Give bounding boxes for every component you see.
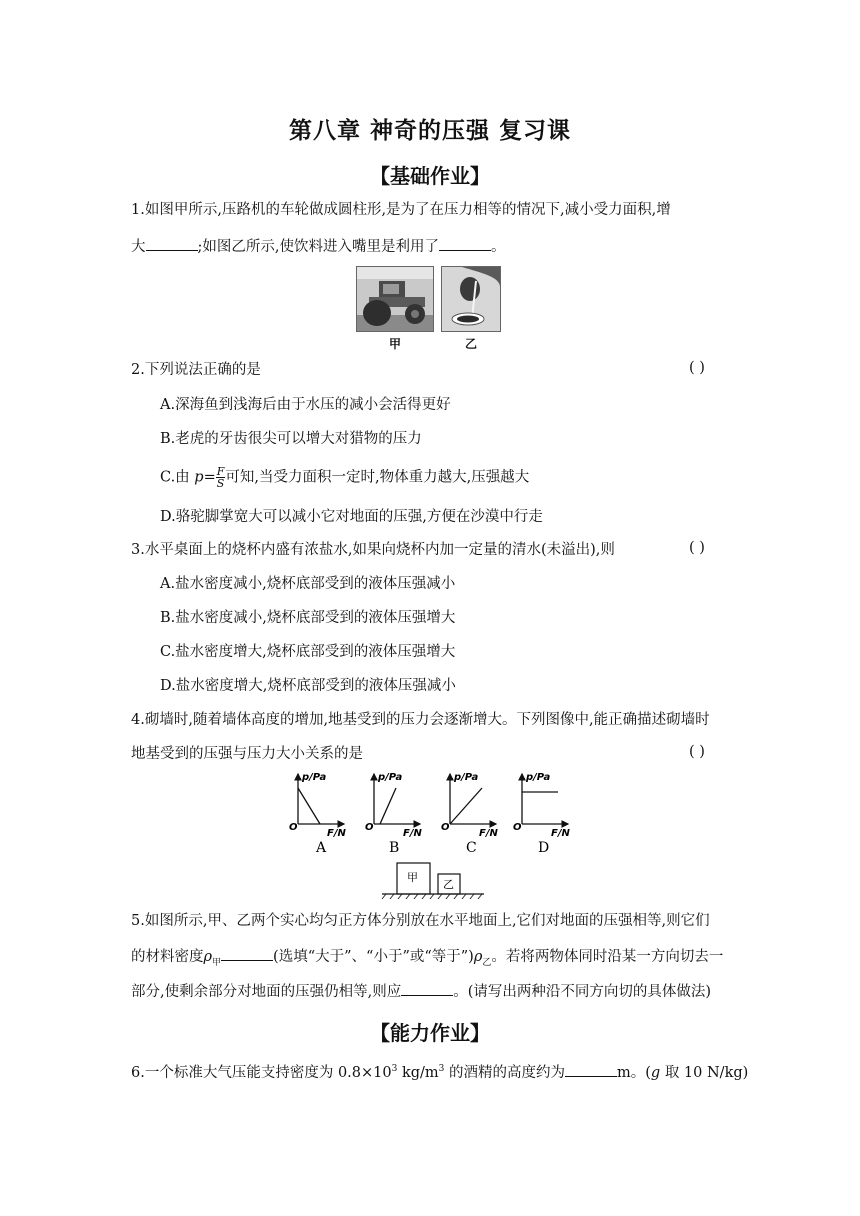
rho-yi-subscript: 乙 (482, 957, 492, 968)
q6-answer-blank[interactable] (565, 1062, 617, 1077)
graph-b[interactable] (365, 772, 422, 856)
q5-line2 (131, 946, 723, 973)
graph-a-x-label: F/N (327, 828, 346, 839)
q5-answer-blank-1[interactable] (221, 946, 273, 961)
q2-c-eq: = (203, 469, 216, 486)
q1-text-b: ;如图乙所示,使饮料进入嘴里是利用了 (197, 239, 439, 255)
graph-d-y-label: p/Pa (526, 772, 551, 783)
road-roller-photo (356, 266, 434, 332)
q3-answer-paren[interactable]: ( ) (689, 540, 705, 556)
q2-stem: 2.下列说法正确的是 (131, 362, 261, 378)
q1-text-a: 大 (131, 239, 146, 255)
rho-jia: ρ (203, 949, 213, 965)
q6-g: g (650, 1064, 661, 1081)
section-basic-heading: 【基础作业】 (370, 164, 490, 188)
q6-text-b: kg/m (397, 1064, 439, 1081)
q6-sup-2: 3 (438, 1064, 445, 1074)
q1-line2 (131, 236, 506, 257)
q6-sup-1: 3 (391, 1064, 398, 1074)
graph-c-x-label: F/N (479, 828, 498, 839)
q2-c-text: 可知,当受力面积一定时,物体重力越大,压强越大 (225, 469, 530, 486)
graph-d[interactable] (513, 772, 570, 856)
q2-answer-paren[interactable]: ( ) (689, 360, 705, 376)
graph-a-origin: O (289, 822, 298, 833)
graph-c-letter: C (466, 840, 477, 856)
q6-text-e: 取 10 N/kg) (660, 1064, 749, 1081)
q2-c-p: p (194, 469, 204, 486)
graph-b-origin: O (365, 822, 374, 833)
rho-jia-subscript: 甲 (212, 957, 222, 968)
q3-option-d: D.盐水密度增大,烧杯底部受到的液体压强减小 (160, 678, 456, 694)
q3-option-a: A.盐水密度减小,烧杯底部受到的液体压强减小 (160, 576, 456, 592)
caption-yi: 乙 (465, 337, 478, 351)
q1-text-c: 。 (491, 239, 506, 255)
graph-d-x-label: F/N (551, 828, 570, 839)
graph-c-origin: O (441, 822, 450, 833)
caption-jia: 甲 (389, 337, 402, 351)
q5-text-d: 部分,使剩余部分对地面的压强仍相等,则应 (131, 984, 402, 1000)
graph-d-origin: O (513, 822, 522, 833)
q6-text-a: 6.一个标准大气压能支持密度为 0.8×10 (131, 1064, 392, 1081)
graph-b-x-label: F/N (403, 828, 422, 839)
q5-text-a: 的材料密度 (131, 949, 204, 965)
q5-text-e: 。(请写出两种沿不同方向切的具体做法) (453, 984, 712, 1000)
graph-b-letter: B (389, 840, 400, 856)
section-ability-heading: 【能力作业】 (370, 1021, 490, 1045)
q4-graphs (282, 768, 582, 858)
drinking-straw-photo (441, 266, 501, 332)
q4-line2: 地基受到的压强与压力大小关系的是 (131, 746, 363, 762)
q2-option-d: D.骆驼脚掌宽大可以减小它对地面的压强,方便在沙漠中行走 (160, 509, 543, 525)
graph-a-letter: A (316, 840, 327, 856)
q1-answer-blank-1[interactable] (146, 236, 198, 251)
q6-text-d: m。( (617, 1064, 651, 1081)
q4-line1: 4.砌墙时,随着墙体高度的增加,地基受到的压力会逐渐增大。下列图像中,能正确描述砌墙时 (131, 712, 710, 728)
q1-answer-blank-2[interactable] (439, 236, 491, 251)
q3-option-b: B.盐水密度减小,烧杯底部受到的液体压强增大 (160, 610, 456, 626)
q5-text-c: 。若将两物体同时沿某一方向切去一 (491, 949, 724, 965)
q5-line3 (131, 981, 711, 1002)
q4-answer-paren[interactable]: ( ) (689, 744, 705, 760)
graph-b-y-label: p/Pa (378, 772, 403, 783)
q6-text-c: 的酒精的高度约为 (444, 1064, 565, 1081)
q5-text-b: (选填“大于”、“小于”或“等于”) (273, 949, 474, 965)
cube-yi-label: 乙 (443, 878, 454, 891)
graph-d-letter: D (538, 840, 550, 856)
q2-c-prefix: C.由 (160, 469, 195, 486)
q1-line1: 1.如图甲所示,压路机的车轮做成圆柱形,是为了在压力相等的情况下,减小受力面积,增 (131, 202, 671, 218)
graph-c-y-label: p/Pa (454, 772, 479, 783)
graph-c[interactable] (441, 772, 498, 856)
q2-option-c (160, 466, 529, 489)
fraction-f-over-s (216, 466, 226, 489)
q6-line (131, 1059, 748, 1083)
q5-answer-blank-2[interactable] (401, 981, 453, 996)
cube-jia-label: 甲 (407, 871, 418, 884)
rho-yi: ρ (473, 949, 483, 965)
q2-option-a: A.深海鱼到浅海后由于水压的减小会活得更好 (160, 397, 451, 413)
page-title: 第八章 神奇的压强 复习课 (288, 118, 571, 144)
graph-a-y-label: p/Pa (302, 772, 327, 783)
fraction-denominator: S (216, 477, 225, 490)
q3-option-c: C.盐水密度增大,烧杯底部受到的液体压强增大 (160, 644, 456, 660)
q5-cubes-figure (380, 860, 486, 900)
q3-stem: 3.水平桌面上的烧杯内盛有浓盐水,如果向烧杯内加一定量的清水(未溢出),则 (131, 542, 615, 558)
graph-a[interactable] (289, 772, 346, 856)
fraction-numerator: F (216, 465, 225, 478)
q2-option-b: B.老虎的牙齿很尖可以增大对猎物的压力 (160, 431, 422, 447)
q5-line1: 5.如图所示,甲、乙两个实心均匀正方体分别放在水平地面上,它们对地面的压强相等,则它们 (131, 913, 710, 929)
